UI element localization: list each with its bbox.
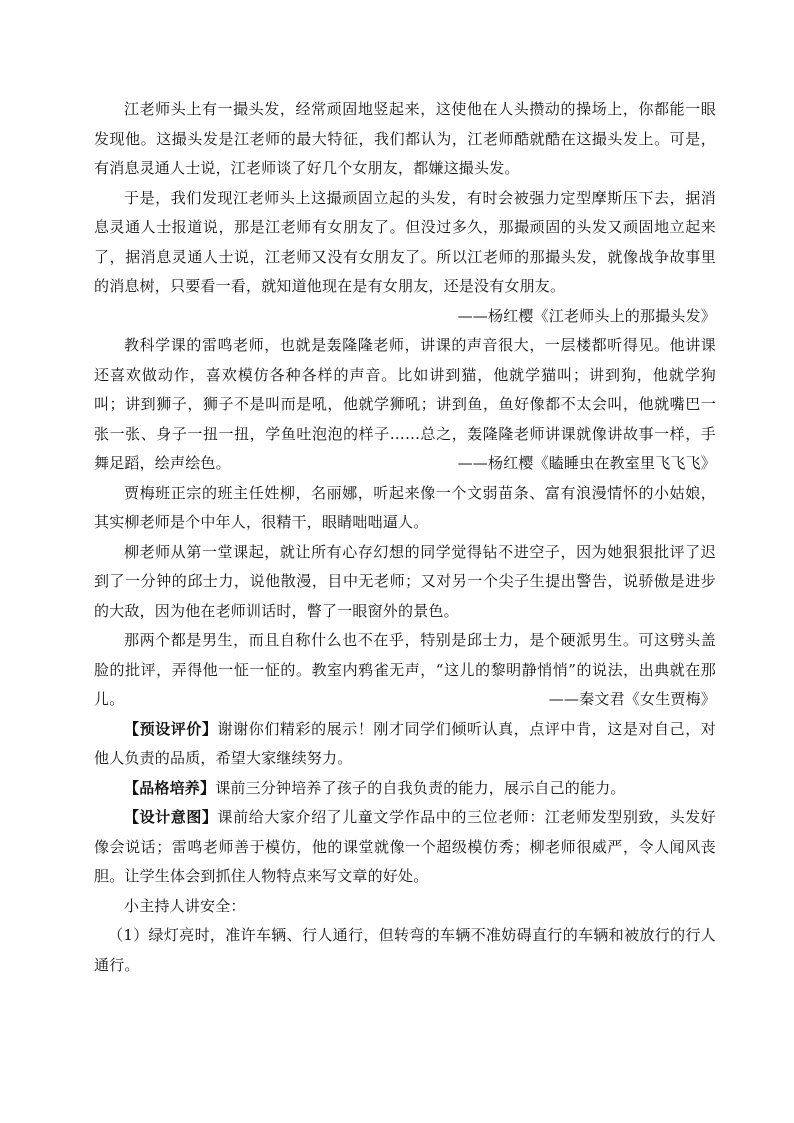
note-character-text: 课前三分钟培养了孩子的自我负责的能力，展示自己的能力。 xyxy=(215,778,626,797)
paragraph-leiming xyxy=(94,331,716,479)
note-evaluation-tag: 【预设评价】 xyxy=(124,719,218,738)
paragraph-liu-3 xyxy=(94,626,716,715)
paragraph-liu-1: 贾梅班正宗的班主任姓柳，名丽娜，听起来像一个文弱苗条、富有浪漫情怀的小姑娘，其实柳老师是个中年人，很精干，眼睛咄咄逼人。 xyxy=(94,483,716,531)
safety-item-1: （1）绿灯亮时，准许车辆、行人通行，但转弯的车辆不准妨碍直行的车辆和被放行的行人通行。 xyxy=(94,926,716,974)
note-design xyxy=(94,803,716,892)
source-citation-leiming: ——杨红樱《瞌睡虫在教室里飞飞飞》 xyxy=(457,454,716,472)
paragraph-liu-3-text: 那两个都是男生，而且自称什么也不在乎，特别是邱士力，是个硬派男生。可这劈头盖脸的批评，弄得他一怔一怔的。教室内鸦雀无声，“这儿的黎明静悄悄”的说法，出典就在那儿。 xyxy=(94,631,716,708)
paragraph-jiang-2: 于是，我们发现江老师头上这撮顽固立起的头发，有时会被强力定型摩斯压下去，据消息灵通人士报道说，那是江老师有女朋友了。但没过多久，那撮顽固的头发又顽固地立起来了，据消息灵通人士说，江老师又没有女朋友了。所以江老师的那撮头发，就像战争故事里的消息树，只要看一看，就知道他现在是有女朋友，还是没有女朋友。 xyxy=(94,188,716,295)
source-citation-jiamei: ——秦文君《女生贾梅》 xyxy=(548,690,716,708)
note-evaluation-text: 谢谢你们精彩的展示！刚才同学们倾听认真，点评中肯，这是对自己，对他人负责的品质，希望大家继续努力。 xyxy=(94,719,717,767)
note-evaluation xyxy=(94,715,716,774)
source-citation-jiang: ——杨红樱《江老师头上的那撮头发》 xyxy=(457,306,716,325)
document-page xyxy=(94,95,716,980)
note-character xyxy=(94,774,716,804)
paragraph-jiang-1: 江老师头上有一撮头发，经常顽固地竖起来，这使他在人头攒动的操场上，你都能一眼发现他。这撮头发是江老师的最大特征，我们都认为，江老师酷就酷在这撮头发上。可是，有消息灵通人士说，江老师谈了好几个女朋友，都嫌这撮头发。 xyxy=(94,100,716,177)
note-character-tag: 【品格培养】 xyxy=(124,778,216,797)
note-design-text: 课前给大家介绍了儿童文学作品中的三位老师：江老师发型别致，头发好像会说话；雷鸣老师善于模仿，他的课堂就像一个超级模仿秀；柳老师很威严，令人闻风丧胆。让学生体会到抓住人物特点来写文章的好处。 xyxy=(94,808,717,885)
paragraph-liu-2: 柳老师从第一堂课起，就让所有心存幻想的同学觉得钻不进空子，因为她狠狠批评了迟到了一分钟的邱士力，说他散漫，目中无老师；又对另一个尖子生提出警告，说骄傲是进步的大敌，因为他在老师训话时，瞥了一眼窗外的景色。 xyxy=(94,542,716,620)
note-design-tag: 【设计意图】 xyxy=(124,808,218,826)
paragraph-leiming-text: 教科学课的雷鸣老师，也就是轰隆隆老师，讲课的声音很大，一层楼都听得见。他讲课还喜欢做动作，喜欢模仿各种各样的声音。比如讲到猫，他就学猫叫；讲到狗，他就学狗叫；讲到狮子，狮子不是叫而是吼，他就学狮吼；讲到鱼，鱼好像都不太会叫，他就嘴巴一张一张、身子一扭一扭，学鱼吐泡泡的样子……总之，轰隆隆老师讲课就像讲故事一样，手舞足蹈，绘声绘色。 xyxy=(94,336,716,472)
safety-intro: 小主持人讲安全： xyxy=(124,896,246,915)
